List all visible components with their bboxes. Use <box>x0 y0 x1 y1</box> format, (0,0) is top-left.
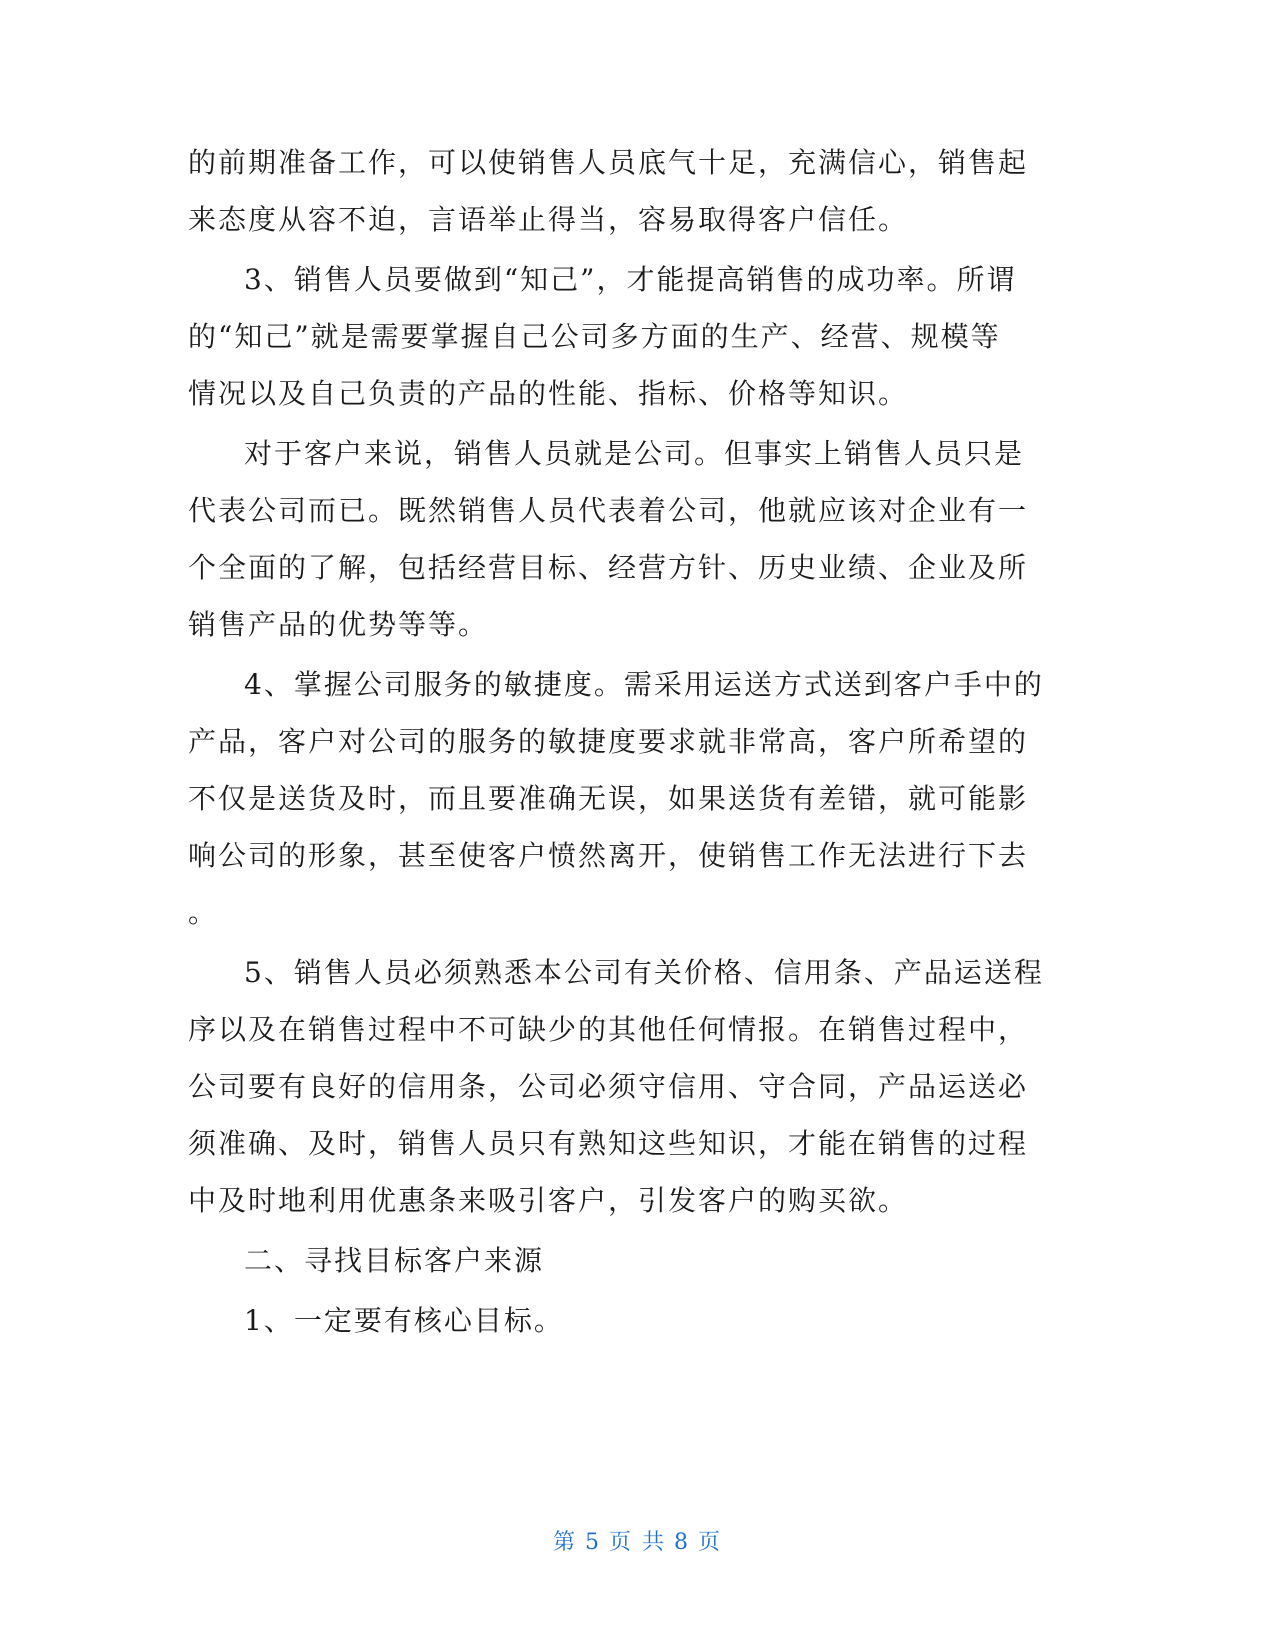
paragraph-line: 销售产品的优势等等。 <box>188 608 489 641</box>
paragraph-line: 来态度从容不迫，言语举止得当，容易取得客户信任。 <box>188 203 909 236</box>
paragraph-line: 的前期准备工作，可以使销售人员底气十足，充满信心，销售起 <box>188 146 1029 179</box>
paragraph-line: 响公司的形象，甚至使客户愤然离开，使销售工作无法进行下去 <box>188 839 1029 872</box>
footer-middle: 页 共 <box>609 1530 666 1555</box>
paragraph-line: 情况以及自己负责的产品的性能、指标、价格等知识。 <box>188 377 909 410</box>
paragraph-line: 中及时地利用优惠条来吸引客户，引发客户的购买欲。 <box>188 1184 909 1217</box>
paragraph-line: 。 <box>188 896 219 929</box>
paragraph-line: 公司要有良好的信用条，公司必须守信用、守合同，产品运送必 <box>188 1070 1029 1103</box>
paragraph-line: 代表公司而已。既然销售人员代表着公司，他就应该对企业有一 <box>188 494 1029 527</box>
footer-prefix: 第 <box>552 1530 577 1555</box>
paragraph-line: 5、销售人员必须熟悉本公司有关价格、信用条、产品运送程 <box>244 956 1044 989</box>
paragraph-line: 须准确、及时，销售人员只有熟知这些知识，才能在销售的过程 <box>188 1127 1029 1160</box>
footer-suffix: 页 <box>698 1530 723 1555</box>
footer-page-number: 5 <box>585 1530 601 1555</box>
paragraph-line: 的“知己”就是需要掌握自己公司多方面的生产、经营、规模等 <box>188 320 1001 353</box>
paragraph-line: 3、销售人员要做到“知己”，才能提高销售的成功率。所谓 <box>244 263 1017 296</box>
footer-total-pages: 8 <box>674 1530 690 1555</box>
paragraph-line: 1、一定要有核心目标。 <box>244 1304 564 1337</box>
page-footer <box>0 1528 1275 1558</box>
paragraph-line: 对于客户来说，销售人员就是公司。但事实上销售人员只是 <box>244 437 1025 470</box>
paragraph-line: 4、掌握公司服务的敏捷度。需采用运送方式送到客户手中的 <box>244 668 1044 701</box>
paragraph-line: 序以及在销售过程中不可缺少的其他任何情报。在销售过程中， <box>188 1013 1029 1046</box>
paragraph-line: 产品，客户对公司的服务的敏捷度要求就非常高，客户所希望的 <box>188 725 1029 758</box>
section-heading: 二、寻找目标客户来源 <box>244 1244 545 1277</box>
paragraph-line: 个全面的了解，包括经营目标、经营方针、历史业绩、企业及所 <box>188 551 1029 584</box>
paragraph-line: 不仅是送货及时，而且要准确无误，如果送货有差错，就可能影 <box>188 782 1029 815</box>
